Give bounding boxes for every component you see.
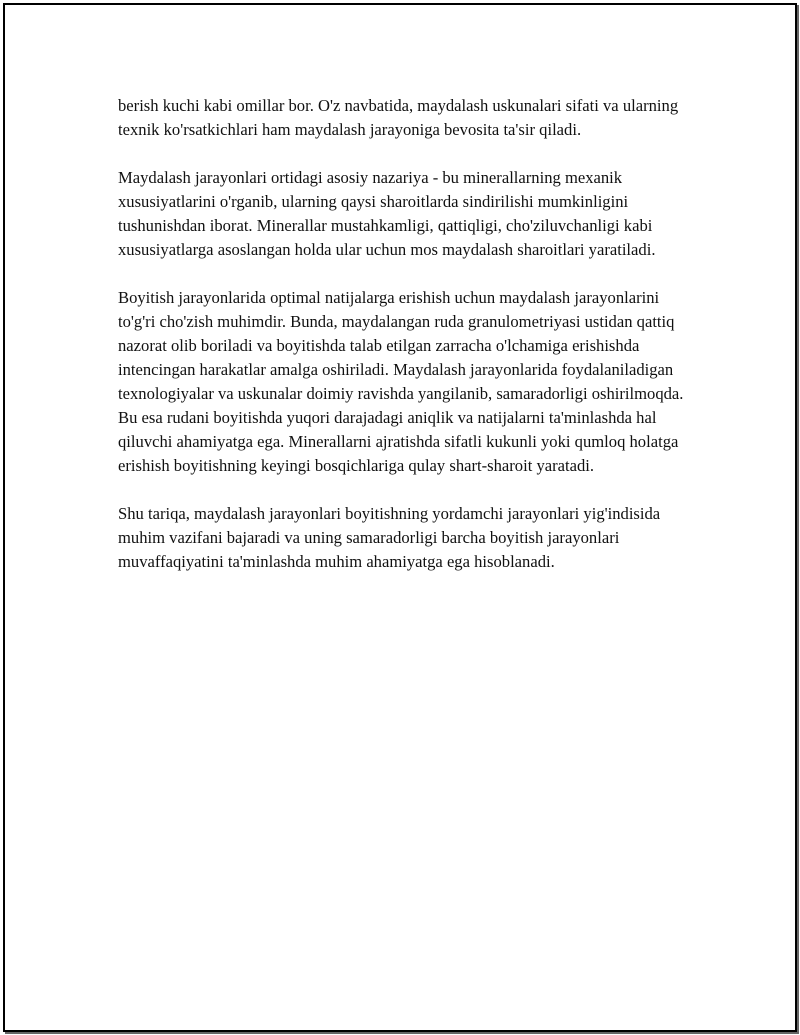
document-body (118, 94, 698, 598)
paragraph-4: Shu tariqa, maydalash jarayonlari boyitishning yordamchi jarayonlari yig'indisida muhim vazifani bajaradi va uning samaradorligi barcha boyitish jarayonlari muvaffaqiyatini ta'minlashda muhim ahamiyatga ega hisoblanadi. (118, 504, 661, 571)
paragraph-2: Maydalash jarayonlari ortidagi asosiy nazariya - bu minerallarning mexanik xususiyatlarini o'rganib, ularning qaysi sharoitlarda sindirilishi mumkinligini tushunishdan iborat. Minerallar mustahkamligi, qattiqligi, cho'ziluvchanligi kabi xususiyatlarga asoslangan holda ular uchun mos maydalash sharoitlari yaratiladi. (118, 168, 656, 259)
paragraph-1: berish kuchi kabi omillar bor. O'z navbatida, maydalash uskunalari sifati va ularning texnik ko'rsatkichlari ham maydalash jarayoniga bevosita ta'sir qiladi. (118, 96, 679, 139)
paragraph-3: Boyitish jarayonlarida optimal natijalarga erishish uchun maydalash jarayonlarini to'g'ri cho'zish muhimdir. Bunda, maydalangan ruda granulometriyasi ustidan qattiq nazorat olib boriladi va boyitishda talab etilgan zarracha o'lchamiga erishishda intencingan harakatlar amalga oshiriladi. Maydalash jarayonlarida foydalaniladigan texnologiyalar va uskunalar doimiy ravishda yangilanib, samaradorligi oshirilmoqda. Bu esa rudani boyitishda yuqori darajadagi aniqlik va natijalarni ta'minlashda hal qiluvchi ahamiyatga ega. Minerallarni ajratishda sifatli kukunli yoki qumloq holatga erishish boyitishning keyingi bosqichlariga qulay shart-sharoit yaratadi. (118, 288, 684, 475)
